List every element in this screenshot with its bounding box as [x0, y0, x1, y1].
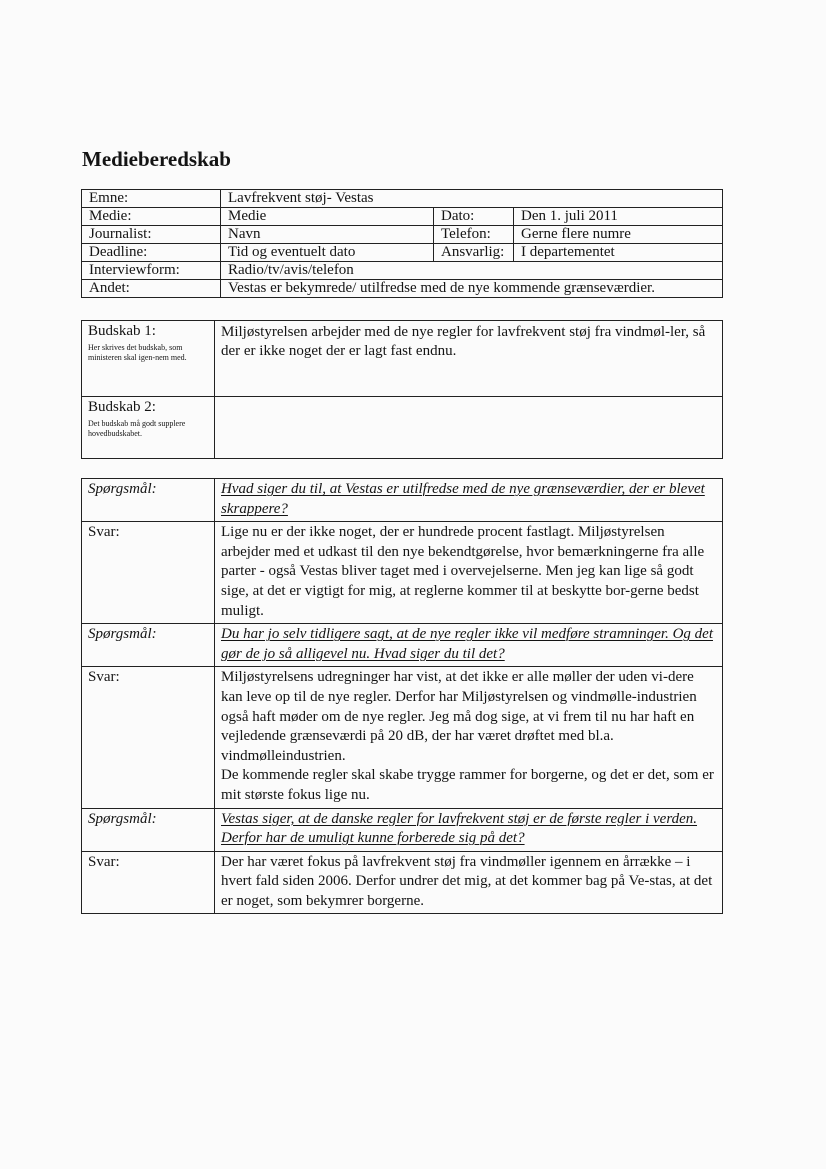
message-2-sublabel: Det budskab må godt supplere hovedbudskabet. — [88, 419, 186, 438]
info-row-deadline — [82, 244, 723, 262]
info-table — [81, 189, 723, 298]
answer-label: Svar: — [82, 522, 215, 624]
qa-question-row — [82, 624, 723, 667]
answer-cell — [215, 667, 723, 808]
message-2-text — [215, 397, 723, 459]
answer-paragraph: Miljøstyrelsens udregninger har vist, at det ikke er alle møller der uden vi-dere kan leve op til de nye regler. Derfor har Miljøstyrelsen og vindmølle-industrien også haft møder om de nye regler. Jeg må dog sige, at vi frem til nu har haft en vejledende grænseværdi på 20 dB, der har været drøftet med bl.a. vindmølleindustrien. — [221, 669, 697, 764]
journalist-value: Navn — [221, 226, 434, 244]
answer-paragraph: Lige nu er der ikke noget, der er hundrede procent fastlagt. Miljøstyrelsen arbejder med et udkast til den nye bekendtgørelse, hvor bemærkningerne fra alle parter - også Vestas bliver taget med i overvejelserne. Men jeg kan lige så godt sige, at det er vigtigt for mig, at reglerne kommer til at beskytte bor-gerne bedst muligt. — [221, 524, 705, 619]
message-table — [81, 320, 723, 459]
medie-value: Medie — [221, 208, 434, 226]
question-text: Hvad siger du til, at Vestas er utilfredse med de nye grænseværdier, der er blevet skrappere? — [215, 479, 723, 522]
ansvarlig-value: I departementet — [514, 244, 723, 262]
telefon-value: Gerne flere numre — [514, 226, 723, 244]
message-row-1 — [82, 321, 723, 397]
answer-paragraph: Der har været fokus på lavfrekvent støj fra vindmøller igennem en årrække – i hvert fald siden 2006. Derfor undrer det mig, at det kommer bag på Ve-stas, at det er noget, som bekymrer borgerne. — [221, 853, 713, 909]
answer-cell — [215, 851, 723, 914]
answer-paragraph: De kommende regler skal skabe trygge rammer for borgerne, og det er det, som er mit største fokus lige nu. — [221, 767, 714, 803]
document-title: Medieberedskab — [82, 147, 231, 171]
andet-value: Vestas er bekymrede/ utilfredse med de nye kommende grænseværdier. — [221, 280, 723, 298]
interviewform-value: Radio/tv/avis/telefon — [221, 262, 723, 280]
ansvarlig-label: Ansvarlig: — [434, 244, 514, 262]
answer-label: Svar: — [82, 851, 215, 914]
answer-label: Svar: — [82, 667, 215, 808]
medie-label: Medie: — [82, 208, 221, 226]
dato-value: Den 1. juli 2011 — [514, 208, 723, 226]
info-row-interviewform — [82, 262, 723, 280]
message-2-label-cell — [82, 397, 215, 459]
dato-label: Dato: — [434, 208, 514, 226]
question-text: Vestas siger, at de danske regler for lavfrekvent støj er de første regler i verden. Derfor har de umuligt kunne forberede sig på det? — [215, 808, 723, 851]
question-text: Du har jo selv tidligere sagt, at de nye regler ikke vil medføre stramninger. Og det gør de jo så alligevel nu. Hvad siger du til det? — [215, 624, 723, 667]
qa-answer-row — [82, 667, 723, 808]
question-label: Spørgsmål: — [82, 808, 215, 851]
message-row-2 — [82, 397, 723, 459]
info-row-emne — [82, 190, 723, 208]
message-1-text: Miljøstyrelsen arbejder med de nye regler for lavfrekvent støj fra vindmøl-ler, så der er ikke noget der er lagt fast endnu. — [215, 321, 723, 397]
deadline-value: Tid og eventuelt dato — [221, 244, 434, 262]
question-label: Spørgsmål: — [82, 624, 215, 667]
qa-table — [81, 478, 723, 914]
message-1-label: Budskab 1: — [88, 323, 156, 339]
qa-answer-row — [82, 851, 723, 914]
andet-label: Andet: — [82, 280, 221, 298]
message-1-sublabel: Her skrives det budskab, som ministeren skal igen-nem med. — [88, 343, 187, 362]
interviewform-label: Interviewform: — [82, 262, 221, 280]
question-label: Spørgsmål: — [82, 479, 215, 522]
info-row-medie — [82, 208, 723, 226]
info-row-andet — [82, 280, 723, 298]
qa-answer-row — [82, 522, 723, 624]
message-2-label: Budskab 2: — [88, 399, 156, 415]
message-1-label-cell — [82, 321, 215, 397]
emne-value: Lavfrekvent støj- Vestas — [221, 190, 723, 208]
qa-question-row — [82, 479, 723, 522]
deadline-label: Deadline: — [82, 244, 221, 262]
qa-question-row — [82, 808, 723, 851]
answer-cell — [215, 522, 723, 624]
emne-label: Emne: — [82, 190, 221, 208]
journalist-label: Journalist: — [82, 226, 221, 244]
telefon-label: Telefon: — [434, 226, 514, 244]
info-row-journalist — [82, 226, 723, 244]
